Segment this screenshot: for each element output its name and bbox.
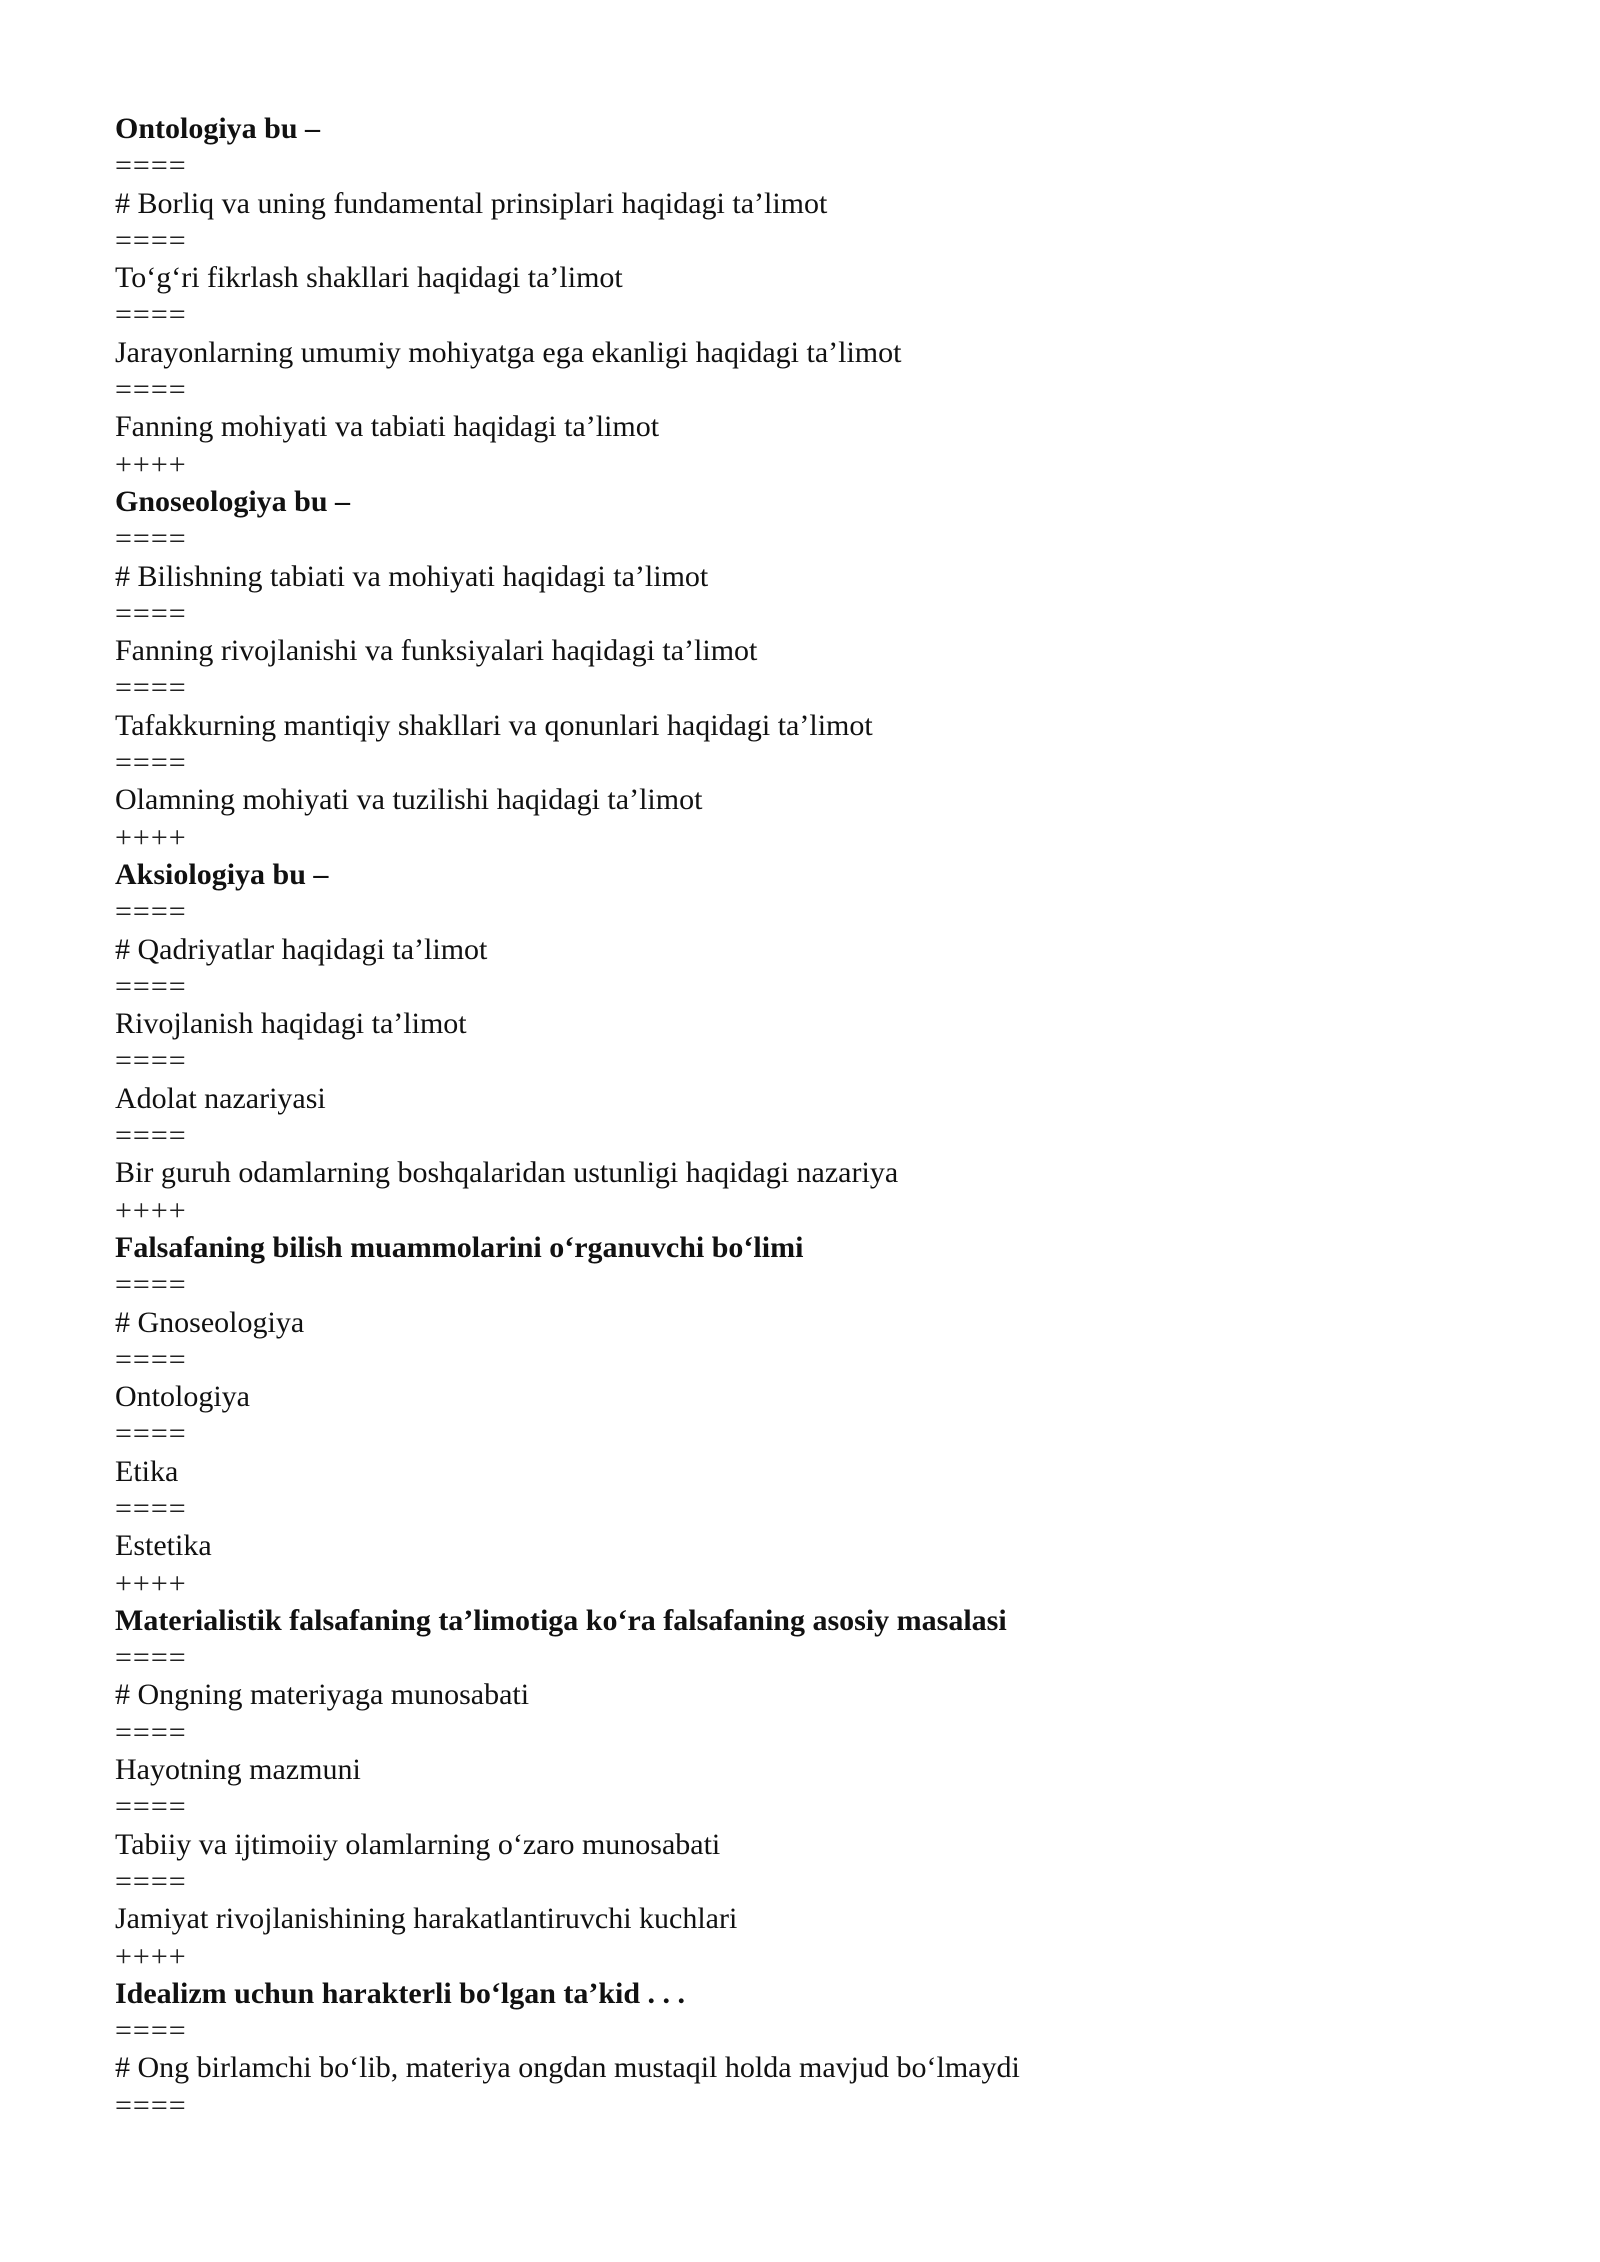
answer-option: To‘g‘ri fikrlash shakllari haqidagi ta’limot bbox=[115, 261, 623, 295]
answer-option: Etika bbox=[115, 1454, 179, 1488]
answer-option: Rivojlanish haqidagi ta’limot bbox=[115, 1007, 467, 1041]
answer-option-correct: # Ongning materiyaga munosabati bbox=[115, 1678, 530, 1712]
document-page bbox=[115, 110, 1495, 2124]
question-separator: ++++ bbox=[115, 1939, 187, 1973]
answer-separator: ==== bbox=[115, 1417, 187, 1451]
answer-separator: ==== bbox=[115, 1715, 187, 1749]
answer-separator: ==== bbox=[115, 1119, 187, 1153]
answer-option: Tafakkurning mantiqiy shakllari va qonunlari haqidagi ta’limot bbox=[115, 708, 873, 742]
answer-separator: ==== bbox=[115, 223, 187, 257]
answer-option: Olamning mohiyati va tuzilishi haqidagi ta’limot bbox=[115, 783, 703, 817]
answer-option: Tabiiy va ijtimoiiy olamlarning o‘zaro munosabati bbox=[115, 1827, 721, 1861]
question-title: Ontologiya bu – bbox=[115, 112, 321, 145]
answer-separator: ==== bbox=[115, 1790, 187, 1824]
answer-separator: ==== bbox=[115, 1491, 187, 1525]
answer-option: Hayotning mazmuni bbox=[115, 1753, 361, 1787]
question-separator: ++++ bbox=[115, 447, 187, 481]
answer-option-correct: # Gnoseologiya bbox=[115, 1305, 305, 1339]
question-title: Idealizm uchun harakterli bo‘lgan ta’kid . . . bbox=[115, 1976, 686, 2010]
question-title: Aksiologiya bu – bbox=[115, 857, 329, 891]
answer-option: Estetika bbox=[115, 1529, 212, 1563]
answer-option-correct: # Ong birlamchi bo‘lib, materiya ongdan mustaqil holda mavjud bo‘lmaydi bbox=[115, 2051, 1020, 2085]
answer-option: Fanning mohiyati va tabiati haqidagi ta’limot bbox=[115, 410, 660, 444]
answer-separator: ==== bbox=[115, 969, 187, 1003]
answer-separator: ==== bbox=[115, 2088, 187, 2122]
answer-option: Ontologiya bbox=[115, 1380, 250, 1414]
answer-option-correct: # Qadriyatlar haqidagi ta’limot bbox=[115, 932, 488, 966]
answer-option-correct: # Bilishning tabiati va mohiyati haqidagi ta’limot bbox=[115, 559, 709, 593]
answer-separator: ==== bbox=[115, 373, 187, 407]
answer-separator: ==== bbox=[115, 1044, 187, 1078]
question-separator: ++++ bbox=[115, 1566, 187, 1600]
answer-separator: ==== bbox=[115, 1268, 187, 1302]
answer-separator: ==== bbox=[115, 1864, 187, 1898]
answer-separator: ==== bbox=[115, 298, 187, 332]
answer-separator: ==== bbox=[115, 522, 187, 556]
question-title: Materialistik falsafaning ta’limotiga ko‘ra falsafaning asosiy masalasi bbox=[115, 1603, 1007, 1637]
answer-separator: ==== bbox=[115, 596, 187, 630]
question-separator: ++++ bbox=[115, 1193, 187, 1227]
answer-option: Adolat nazariyasi bbox=[115, 1081, 326, 1115]
answer-separator: ==== bbox=[115, 1342, 187, 1376]
question-separator: ++++ bbox=[115, 820, 187, 854]
answer-option: Jamiyat rivojlanishining harakatlantiruvchi kuchlari bbox=[115, 1902, 738, 1936]
answer-separator: ==== bbox=[115, 746, 187, 780]
answer-option-correct: # Borliq va uning fundamental prinsiplari haqidagi ta’limot bbox=[115, 186, 828, 220]
answer-separator: ==== bbox=[115, 2014, 187, 2048]
answer-option: Bir guruh odamlarning boshqalaridan ustunligi haqidagi nazariya bbox=[115, 1156, 899, 1190]
answer-separator: ==== bbox=[115, 671, 187, 705]
answer-option: Fanning rivojlanishi va funksiyalari haqidagi ta’limot bbox=[115, 634, 758, 668]
question-title: Falsafaning bilish muammolarini o‘rganuvchi bo‘limi bbox=[115, 1230, 804, 1264]
question-title: Gnoseologiya bu – bbox=[115, 484, 351, 518]
answer-separator: ==== bbox=[115, 149, 187, 183]
answer-separator: ==== bbox=[115, 895, 187, 929]
answer-separator: ==== bbox=[115, 1641, 187, 1675]
answer-option: Jarayonlarning umumiy mohiyatga ega ekanligi haqidagi ta’limot bbox=[115, 335, 902, 369]
